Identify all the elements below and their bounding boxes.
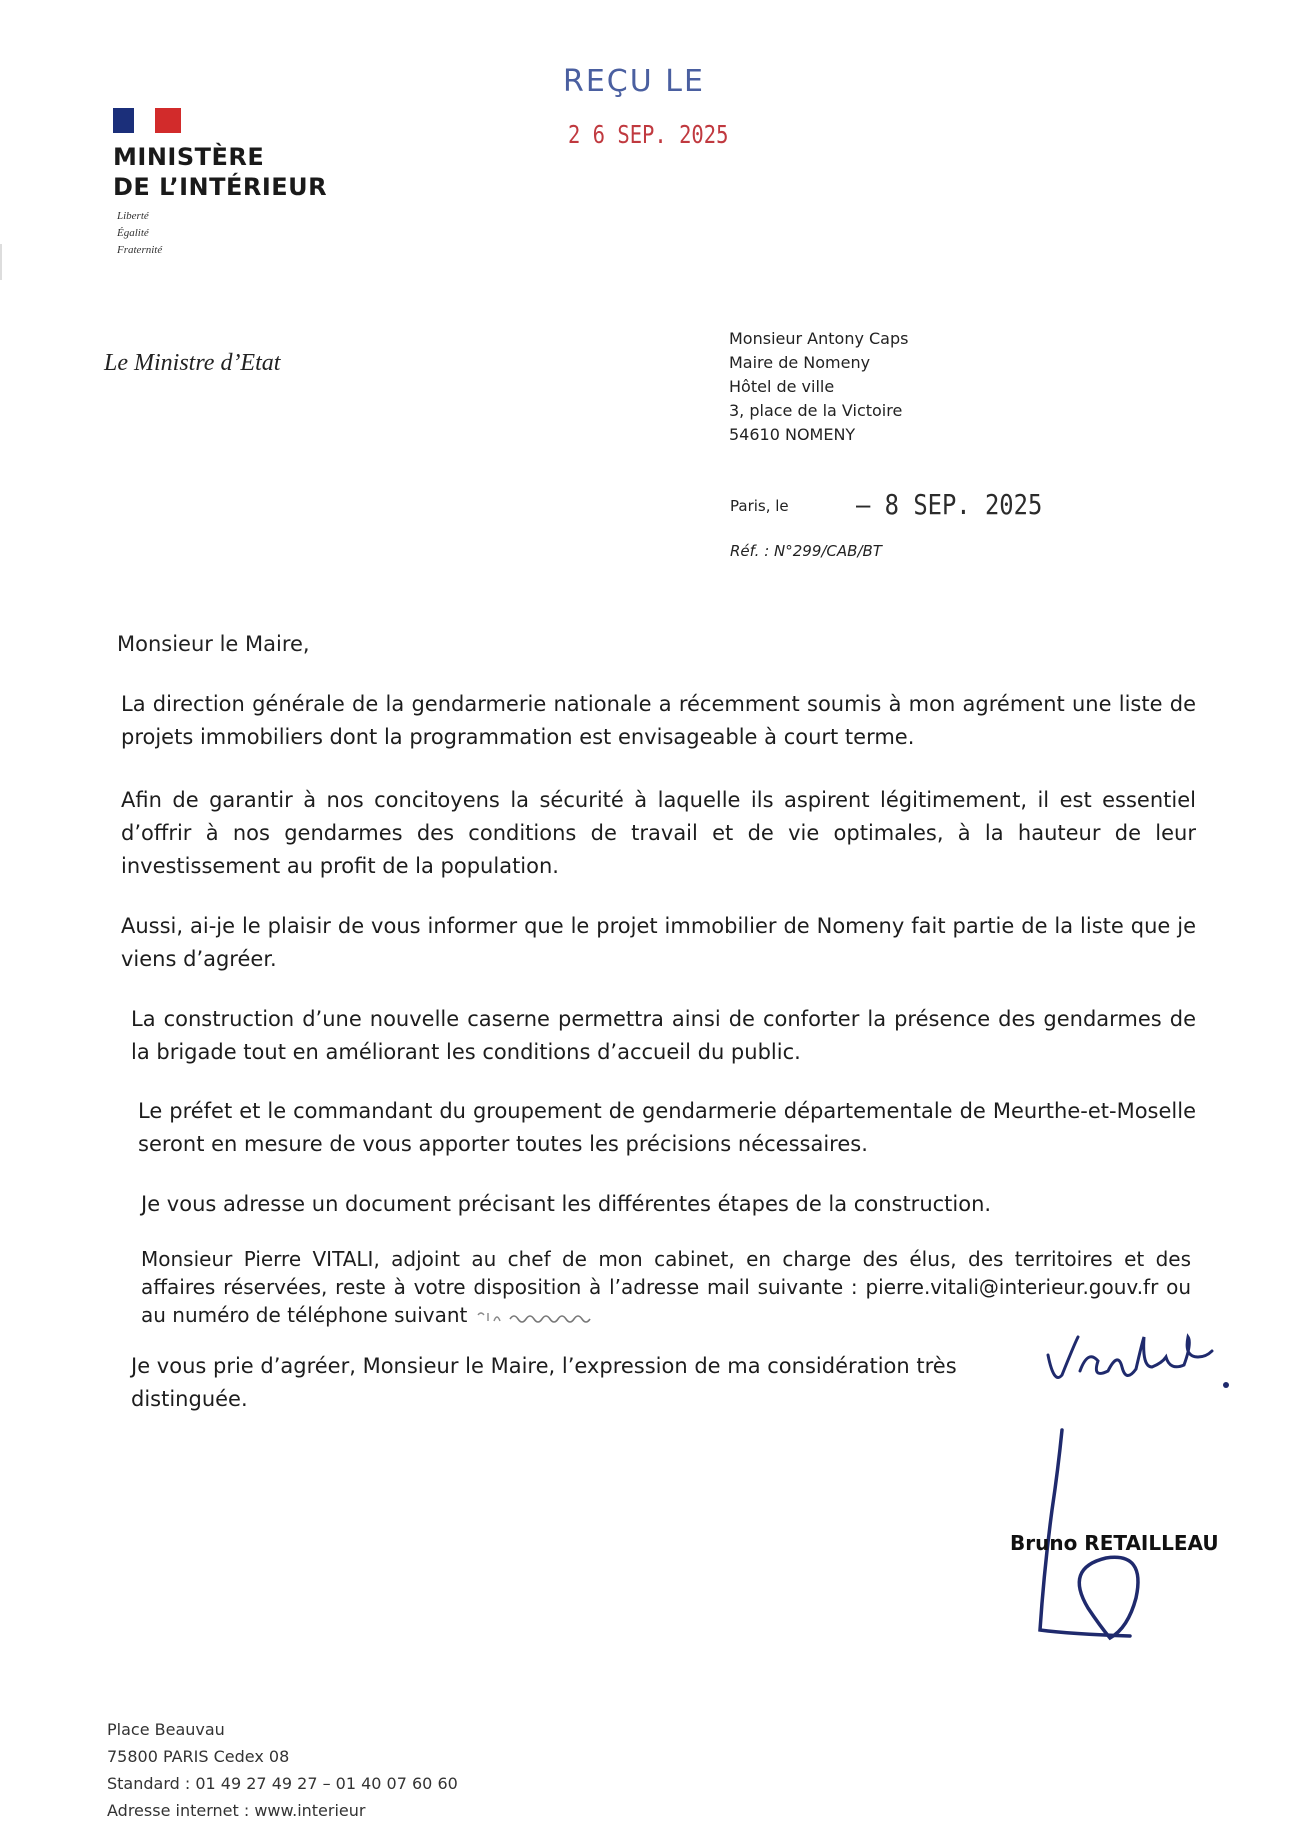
redacted-phone-number bbox=[474, 1309, 624, 1325]
recipient-line: Maire de Nomeny bbox=[729, 353, 871, 372]
signatory-name: Bruno RETAILLEAU bbox=[1010, 1531, 1219, 1555]
reference-number: Réf. : N°299/CAB/BT bbox=[730, 542, 882, 560]
minister-title: Le Ministre d’Etat bbox=[104, 350, 281, 376]
motto-egalite: Égalité bbox=[117, 227, 149, 239]
closing-formula: Je vous prie d’agréer, Monsieur le Maire, l’expression de ma considération très distinguée. bbox=[131, 1354, 957, 1411]
salutation: Monsieur le Maire, bbox=[117, 632, 310, 656]
recipient-line: 3, place de la Victoire bbox=[729, 401, 903, 420]
republic-motto bbox=[117, 208, 162, 259]
paragraph-2: Afin de garantir à nos concitoyens la sécurité à laquelle ils aspirent légitimement, il est essentiel d’offrir à nos gendarmes des conditions de travail et de vie optimales, à la hauteur de leur investissement au profit de la population. bbox=[121, 788, 1196, 878]
ministry-name-line1: MINISTÈRE bbox=[113, 143, 265, 171]
marianne-logo-blue bbox=[113, 108, 134, 133]
contact-phone-text: ou au numéro de téléphone suivant bbox=[141, 1275, 1192, 1327]
received-stamp-date: 2 6 SEP. 2025 bbox=[568, 120, 729, 149]
footer-phone: Standard : 01 49 27 49 27 – 01 40 07 60 60 bbox=[107, 1774, 458, 1793]
recipient-line: 54610 NOMENY bbox=[729, 425, 856, 444]
footer-line: Place Beauvau bbox=[107, 1720, 225, 1739]
footer-website: Adresse internet : www.interieur bbox=[107, 1801, 366, 1820]
marianne-logo-white bbox=[136, 108, 154, 133]
letter-date-stamp: – 8 SEP. 2025 bbox=[856, 488, 1043, 521]
recipient-address bbox=[729, 327, 908, 447]
scan-edge-mark bbox=[0, 244, 2, 280]
recipient-line: Monsieur Antony Caps bbox=[729, 329, 909, 348]
marianne-logo-red bbox=[155, 108, 181, 133]
paragraph-7 bbox=[141, 1245, 1191, 1329]
motto-fraternite: Fraternité bbox=[117, 244, 163, 256]
recipient-line: Hôtel de ville bbox=[729, 377, 835, 396]
paragraph-5: Le préfet et le commandant du groupement de gendarmerie départementale de Meurthe-et-Moselle seront en mesure de vous apporter toutes les précisions nécessaires. bbox=[138, 1099, 1196, 1156]
ministry-name bbox=[113, 142, 327, 202]
date-place-label: Paris, le bbox=[730, 497, 789, 515]
paragraph-1: La direction générale de la gendarmerie nationale a récemment soumis à mon agrément une liste de projets immobiliers dont la programmation est envisageable à court terme. bbox=[121, 692, 1196, 749]
received-stamp-title: REÇU LE bbox=[563, 64, 705, 99]
footer-line: 75800 PARIS Cedex 08 bbox=[107, 1747, 290, 1766]
paragraph-4: La construction d’une nouvelle caserne permettra ainsi de conforter la présence des gendarmes de la brigade tout en améliorant les conditions d’accueil du public. bbox=[131, 1007, 1196, 1064]
ministry-footer-address bbox=[107, 1716, 458, 1824]
motto-liberte: Liberté bbox=[117, 210, 149, 222]
ministry-name-line2: DE L’INTÉRIEUR bbox=[113, 173, 328, 201]
contact-email-link[interactable]: pierre.vitali@interieur.gouv.fr bbox=[865, 1275, 1159, 1299]
contact-text: Monsieur Pierre VITALI, adjoint au chef de mon cabinet, en charge des élus, des territoires et des affaires réservées, reste à votre disposition à l’adresse mail suivante : bbox=[141, 1247, 1191, 1299]
minister-signature bbox=[1000, 1320, 1180, 1680]
paragraph-3: Aussi, ai-je le plaisir de vous informer que le projet immobilier de Nomeny fait partie de la liste que je viens d’agréer. bbox=[121, 914, 1196, 971]
paragraph-6: Je vous adresse un document précisant les différentes étapes de la construction. bbox=[141, 1192, 992, 1216]
